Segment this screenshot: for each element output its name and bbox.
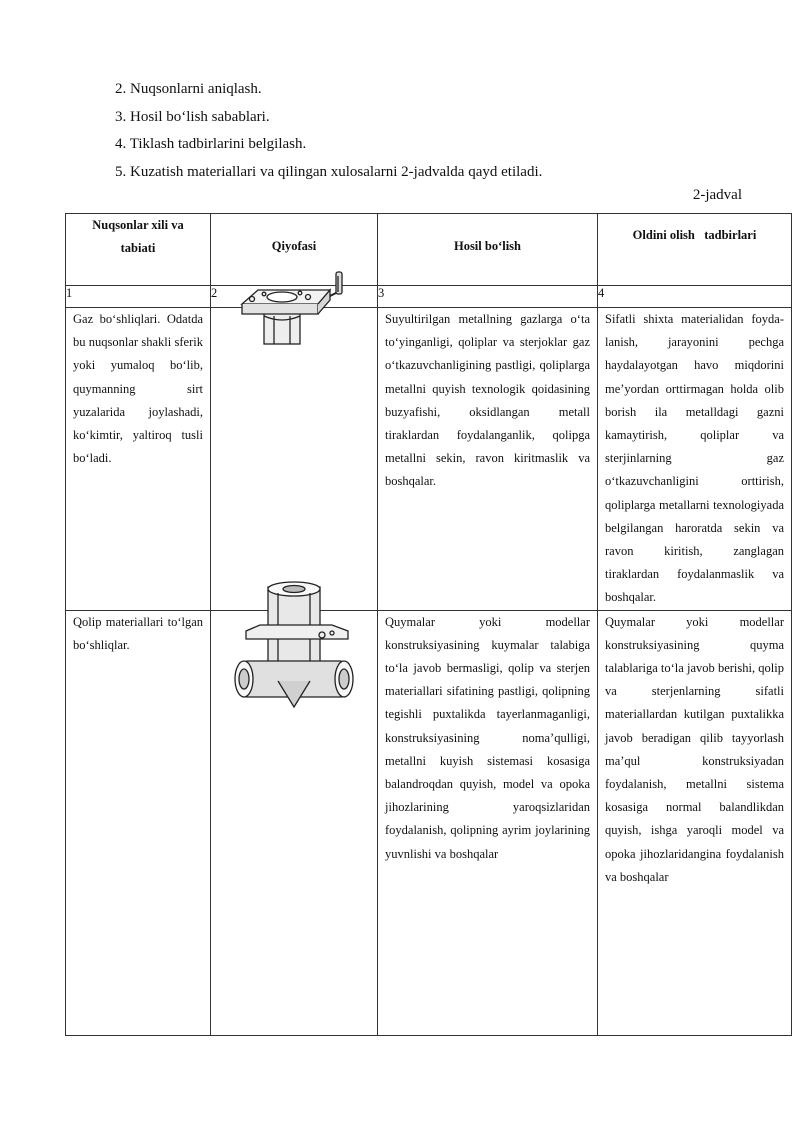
defect-type-text: Gaz bo‘shliqlari. Odatda bu nuqsonlar shakli sferik yoki yumaloq bo‘lib, quymanning sirt yuzalarida joylashadi, ko‘kimtir, yaltiroq tusli bo‘ladi.: [73, 312, 203, 466]
instruction-list: [115, 76, 542, 186]
casting-mold-inclusion-drawing: [211, 611, 377, 723]
defect-type-text: Qolip materiallari to‘lgan bo‘shliqlar.: [73, 614, 203, 652]
table-row: [66, 610, 792, 1035]
formation-cause-text: Suyultirilgan metallning gazlarga o‘ta to‘yinganligi, qoliplar va sterjoklar gaz o‘tkazuvchanligining pastligi, qoliplarga metallni quyish texnologik qoidasining buzyafishi, oksidlangan metall tiraklardan foydalanganlik, qolipga metallni sekin, ravon kiritmaslik va boshqalar.: [385, 312, 590, 489]
prevention-text: Sifatli shixta materialidan foyda-lanish, jarayonini pechga haydalayotgan havo miqdorini me’yordan orttirmagan holda olib borish ila metalldagi gazni kamaytirish, qoliplar va sterjinlarning gaz o‘tkazuvchanligini orttirish, qoliplarga metallarni texnologiyada belgilangan haroratda sekin va ravon kiritish, zanglagan tiraklardan foydalanmaslik va boshqalar.: [605, 312, 784, 605]
header-row: [66, 214, 792, 286]
defects-table: [65, 213, 792, 1036]
table-row: [66, 308, 792, 611]
step-item: 3. Hosil bo‘lish sabablari.: [115, 108, 270, 125]
header-prevention: Oldini olish tadbirlari: [598, 214, 792, 286]
step-item: 4. Tiklash tadbirlarini belgilash.: [115, 136, 307, 152]
step-item: 2. Nuqsonlarni aniqlash.: [115, 81, 262, 97]
header-appearance: Qiyofasi: [211, 214, 378, 286]
header-formation: Hosil bo‘lish: [378, 214, 598, 286]
prevention-text: Quymalar yoki modellar konstruksiyasining quyma talablariga to‘la javob berishi, qolip va sterjenlarning sifatli materiallardan kutilgan puxtalikka javob beradigan qilib tayyorlash ma’qul konstruksiyadan foydalanish, metallni sistema kosasiga normal balandlikdan quyish, ishga yaroqli model va opoka jihozlaridangina foydalanish va boshqalar: [605, 614, 784, 884]
column-number-row: [66, 286, 792, 308]
col-number: 1: [66, 286, 211, 308]
header-defect-type: Nuqsonlar xili va tabiati: [66, 214, 211, 286]
formation-cause-text: Quymalar yoki modellar konstruksiyasining kuymalar talabiga to‘la javob bermasligi, qolip va sterjen materiallari sifatining pastligi, qolipning tegishli puxtalikda tayerlanmaganligi, konstruksiyasining noma’qulligi, metallni kuyish sistemasi kosasiga balandroqdan quyish, model va opoka jihozlarining yaroqsizlaridan foydalanish, qolipning ayrim joylarining yuvnlishi va boshqalar: [385, 614, 590, 861]
step-item: 5. Kuzatish materiallari va qilingan xulosalarni 2-jadvalda qayd etiladi.: [115, 163, 543, 180]
casting-gas-cavity-drawing: [211, 308, 377, 352]
col-number: 3: [378, 286, 598, 308]
col-number: 4: [598, 286, 792, 308]
col-number: 2: [211, 286, 378, 308]
table-caption: 2-jadval: [692, 187, 742, 203]
